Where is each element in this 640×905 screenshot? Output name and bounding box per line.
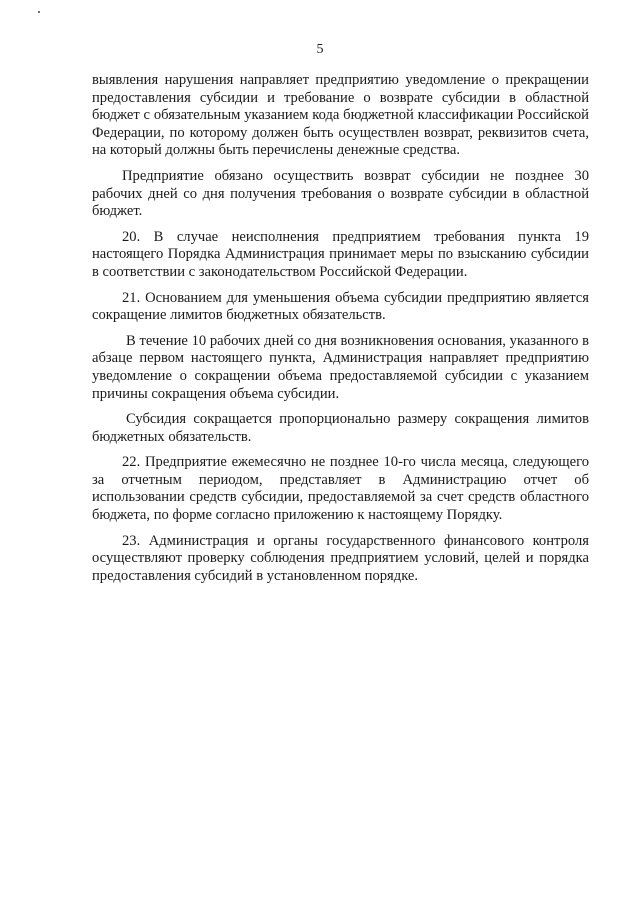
paragraph-6: Субсидия сокращается пропорционально размеру сокращения лимитов бюджетных обязательств.	[92, 411, 589, 445]
paragraph-4: 21. Основанием для уменьшения объема субсидии предприятию является сокращение лимитов бюджетных обязательств.	[92, 289, 589, 324]
paragraph-1: выявления нарушения направляет предприятию уведомление о прекращении предоставления субсидии и требование о возврате субсидии в областной бюджет с обязательным указанием кода бюджетной классификации Российской Федерации, по которому должен быть осуществлен возврат, реквизитов счета, на который должны быть перечислены денежные средства.	[92, 72, 589, 159]
paragraph-2: Предприятие обязано осуществить возврат субсидии не позднее 30 рабочих дней со дня получения требования о возврате субсидии в областной бюджет.	[92, 167, 589, 220]
paragraph-7: 22. Предприятие ежемесячно не позднее 10-го числа месяца, следующего за отчетным периодом, представляет в Администрацию отчет об использовании средств субсидии, предоставляемой за счет средств областного бюджета, по форме согласно приложению к настоящему Порядку.	[92, 454, 589, 524]
paragraph-5: В течение 10 рабочих дней со дня возникновения основания, указанного в абзаце первом настоящего пункта, Администрация направляет предприятию уведомление о сокращении объема предоставляемой субсидии с указанием причины сокращения объема субсидии.	[92, 332, 589, 402]
scan-speck	[38, 11, 40, 13]
page-number: 5	[316, 42, 324, 57]
paragraph-3: 20. В случае неисполнения предприятием требования пункта 19 настоящего Порядка Администрация принимает меры по взысканию субсидии в соответствии с законодательством Российской Федерации.	[92, 228, 589, 280]
document-body	[92, 72, 589, 593]
paragraph-8: 23. Администрация и органы государственного финансового контроля осуществляют проверку соблюдения предприятием условий, целей и порядка предоставления субсидий в установленном порядке.	[92, 532, 589, 584]
